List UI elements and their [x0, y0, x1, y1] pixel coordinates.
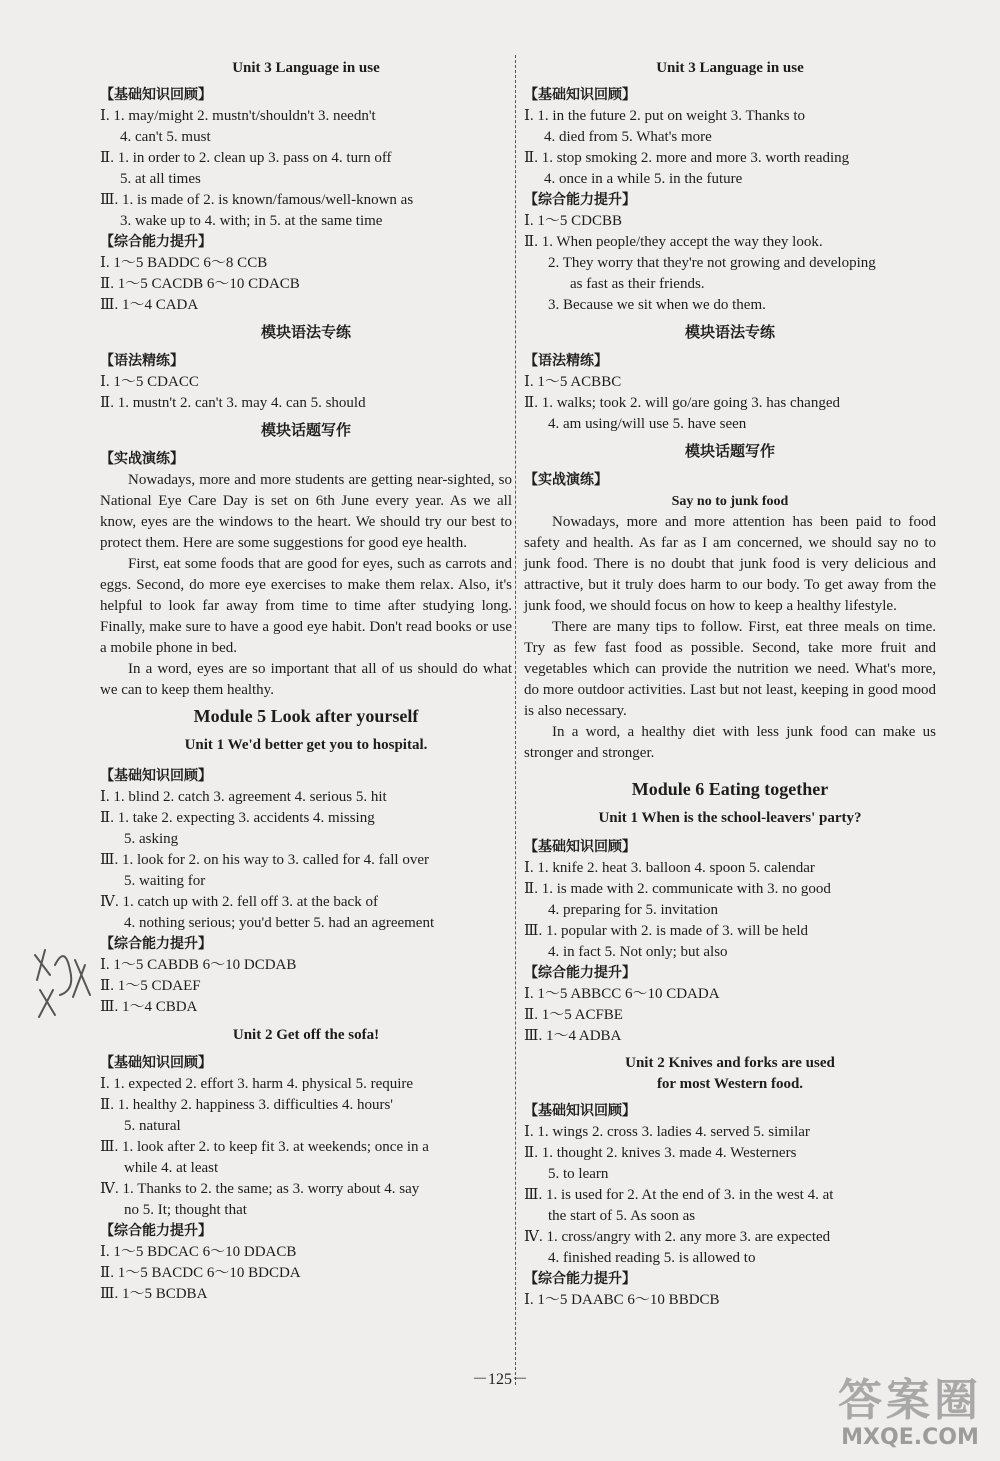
answer-line: Ⅰ. 1～5 ABBCC 6～10 CDADA: [524, 986, 720, 1002]
section-heading: 【语法精练】: [100, 353, 184, 369]
answer-line: Ⅲ. 1. look after 2. to keep fit 3. at weekends; once in a: [100, 1139, 429, 1155]
section-heading: 【实战演练】: [524, 472, 608, 488]
essay-title: Say no to junk food: [671, 494, 789, 509]
answer-line: Ⅲ. 1～5 BCDBA: [100, 1286, 208, 1302]
module-title: Module 6 Eating together: [631, 779, 829, 799]
answer-line: Ⅱ. 1. walks; took 2. will go/are going 3. has changed: [524, 395, 840, 411]
essay-paragraph: There are many tips to follow. First, eat three meals on time. Try as few fast food as possible. Second, take more fruit and vegetables which can provide the nutrition we need. What's more, do more outdoor activities. Last but not least, keeping in good mood is also necessary.: [524, 619, 936, 719]
answer-line: Ⅱ. 1. take 2. expecting 3. accidents 4. missing: [100, 810, 375, 826]
section-heading: 【综合能力提升】: [100, 234, 212, 250]
answer-line: 4. died from 5. What's more: [544, 129, 712, 145]
answer-line: as fast as their friends.: [570, 276, 705, 292]
unit-title: Unit 2 Knives and forks are used: [625, 1055, 835, 1071]
essay-paragraph: First, eat some foods that are good for eyes, such as carrots and eggs. Second, do more eye exercises to make them relax. Also, it's helpful to look far away from time to time after studying long. Finally, make sure to have a good eye habit. Don't read books or use a mobile phone in bed.: [100, 556, 512, 656]
answer-line: 3. Because we sit when we do them.: [548, 297, 766, 313]
handwriting-scribble: [25, 935, 105, 1025]
answer-line: 5. to learn: [548, 1166, 609, 1182]
unit-title: Unit 1 When is the school-leavers' party?: [598, 810, 862, 826]
essay-paragraph: In a word, eyes are so important that all of us should do what we can to keep them healthy.: [100, 661, 512, 698]
answer-line: 4. preparing for 5. invitation: [548, 902, 718, 918]
answer-line: while 4. at least: [124, 1160, 219, 1176]
answer-line: Ⅰ. 1～5 DAABC 6～10 BBDCB: [524, 1292, 720, 1308]
answer-line: Ⅱ. 1～5 BACDC 6～10 BDCDA: [100, 1265, 301, 1281]
answer-line: 4. once in a while 5. in the future: [544, 171, 743, 187]
answer-line: Ⅲ. 1. is made of 2. is known/famous/well-known as: [100, 192, 414, 208]
site-watermark: [838, 1377, 982, 1451]
essay-paragraph: In a word, a healthy diet with less junk food can make us stronger and stronger.: [524, 724, 936, 761]
section-heading: 【基础知识回顾】: [100, 1055, 212, 1071]
watermark-logo: 答案圈: [838, 1375, 982, 1426]
section-heading: 【语法精练】: [524, 353, 608, 369]
section-heading: 【基础知识回顾】: [100, 87, 212, 103]
section-heading: 【基础知识回顾】: [100, 768, 212, 784]
left-column: [100, 58, 512, 1305]
answer-line: Ⅲ. 1～4 CADA: [100, 297, 199, 313]
writing-title: 模块话题写作: [684, 444, 775, 460]
answer-line: Ⅲ. 1. look for 2. on his way to 3. called for 4. fall over: [100, 852, 429, 868]
right-column: [524, 58, 936, 1311]
answer-line: no 5. It; thought that: [124, 1202, 247, 1218]
answer-line: the start of 5. As soon as: [548, 1208, 696, 1224]
answer-line: Ⅲ. 1～4 CBDA: [100, 999, 198, 1015]
answer-line: 3. wake up to 4. with; in 5. at the same time: [120, 213, 383, 229]
section-heading: 【综合能力提升】: [100, 1223, 212, 1239]
answer-line: 5. natural: [124, 1118, 181, 1134]
answer-line: Ⅱ. 1. When people/they accept the way they look.: [524, 234, 823, 250]
answer-line: 5. at all times: [120, 171, 201, 187]
answer-line: Ⅱ. 1. stop smoking 2. more and more 3. worth reading: [524, 150, 850, 166]
answer-line: Ⅱ. 1～5 CACDB 6～10 CDACB: [100, 276, 300, 292]
answer-line: 2. They worry that they're not growing and developing: [548, 255, 876, 271]
grammar-title: 模块语法专练: [684, 325, 775, 341]
answer-line: Ⅱ. 1. mustn't 2. can't 3. may 4. can 5. should: [100, 395, 366, 411]
section-heading: 【综合能力提升】: [524, 192, 636, 208]
answer-line: Ⅰ. 1～5 CDCBB: [524, 213, 623, 229]
answer-line: 4. can't 5. must: [120, 129, 211, 145]
answer-line: Ⅰ. 1. in the future 2. put on weight 3. Thanks to: [524, 108, 806, 124]
page-number: －125－: [471, 1371, 528, 1388]
unit-title: Unit 1 We'd better get you to hospital.: [184, 737, 428, 753]
section-heading: 【实战演练】: [100, 451, 184, 467]
answer-line: Ⅳ. 1. cross/angry with 2. any more 3. are expected: [524, 1229, 831, 1245]
unit-title-line2: for most Western food.: [656, 1076, 804, 1092]
watermark-url: MXQE.COM: [841, 1425, 979, 1450]
section-heading: 【综合能力提升】: [524, 1271, 636, 1287]
answer-line: Ⅳ. 1. Thanks to 2. the same; as 3. worry about 4. say: [100, 1181, 420, 1197]
answer-line: Ⅱ. 1. is made with 2. communicate with 3. no good: [524, 881, 831, 897]
answer-line: Ⅰ. 1～5 CABDB 6～10 DCDAB: [100, 957, 297, 973]
essay-paragraph: Nowadays, more and more attention has been paid to food safety and health. As far as I am concerned, we should say no to junk food. There is no doubt that junk food is very delicious and attractive, but it truly does harm to our body. To get away from the junk food, we should focus on how to keep a healthy lifestyle.: [524, 514, 936, 614]
answer-line: Ⅰ. 1～5 BADDC 6～8 CCB: [100, 255, 268, 271]
essay-paragraph: Nowadays, more and more students are getting near-sighted, so National Eye Care Day is set on 6th June every year. As we all know, eyes are the windows to the heart. We should try our best to protect them. Here are some suggestions for good eye health.: [100, 472, 512, 551]
answer-line: Ⅰ. 1. knife 2. heat 3. balloon 4. spoon 5. calendar: [524, 860, 815, 876]
unit-title: Unit 3 Language in use: [232, 60, 380, 76]
answer-line: Ⅰ. 1. may/might 2. mustn't/shouldn't 3. needn't: [100, 108, 376, 124]
section-heading: 【综合能力提升】: [100, 936, 212, 952]
answer-line: Ⅲ. 1～4 ADBA: [524, 1028, 622, 1044]
answer-line: Ⅰ. 1～5 ACBBC: [524, 374, 622, 390]
answer-line: Ⅰ. 1～5 CDACC: [100, 374, 199, 390]
column-divider: [515, 55, 516, 1385]
answer-line: Ⅰ. 1. wings 2. cross 3. ladies 4. served 5. similar: [524, 1124, 810, 1140]
answer-line: 5. asking: [124, 831, 179, 847]
unit-title: Unit 3 Language in use: [656, 60, 804, 76]
section-heading: 【综合能力提升】: [524, 965, 636, 981]
answer-line: 4. in fact 5. Not only; but also: [548, 944, 728, 960]
answer-line: Ⅳ. 1. catch up with 2. fell off 3. at the back of: [100, 894, 378, 910]
answer-line: Ⅱ. 1. healthy 2. happiness 3. difficulties 4. hours': [100, 1097, 393, 1113]
section-heading: 【基础知识回顾】: [524, 839, 636, 855]
answer-line: 4. finished reading 5. is allowed to: [548, 1250, 756, 1266]
answer-line: Ⅰ. 1. expected 2. effort 3. harm 4. physical 5. require: [100, 1076, 414, 1092]
answer-line: Ⅲ. 1. is used for 2. At the end of 3. in the west 4. at: [524, 1187, 834, 1203]
section-heading: 【基础知识回顾】: [524, 1103, 636, 1119]
answer-line: 5. waiting for: [124, 873, 206, 889]
module-title: Module 5 Look after yourself: [193, 706, 419, 726]
section-heading: 【基础知识回顾】: [524, 87, 636, 103]
writing-title: 模块话题写作: [260, 423, 351, 439]
grammar-title: 模块语法专练: [260, 325, 351, 341]
answer-line: Ⅱ. 1. in order to 2. clean up 3. pass on 4. turn off: [100, 150, 392, 166]
answer-line: Ⅱ. 1. thought 2. knives 3. made 4. Westerners: [524, 1145, 797, 1161]
answer-line: Ⅰ. 1. blind 2. catch 3. agreement 4. serious 5. hit: [100, 789, 387, 805]
answer-line: 4. am using/will use 5. have seen: [548, 416, 747, 432]
answer-line: Ⅱ. 1～5 ACFBE: [524, 1007, 623, 1023]
answer-line: Ⅰ. 1～5 BDCAC 6～10 DDACB: [100, 1244, 297, 1260]
unit-title: Unit 2 Get off the sofa!: [232, 1027, 380, 1043]
answer-line: Ⅲ. 1. popular with 2. is made of 3. will be held: [524, 923, 809, 939]
answer-line: Ⅱ. 1～5 CDAEF: [100, 978, 201, 994]
answer-line: 4. nothing serious; you'd better 5. had an agreement: [124, 915, 435, 931]
